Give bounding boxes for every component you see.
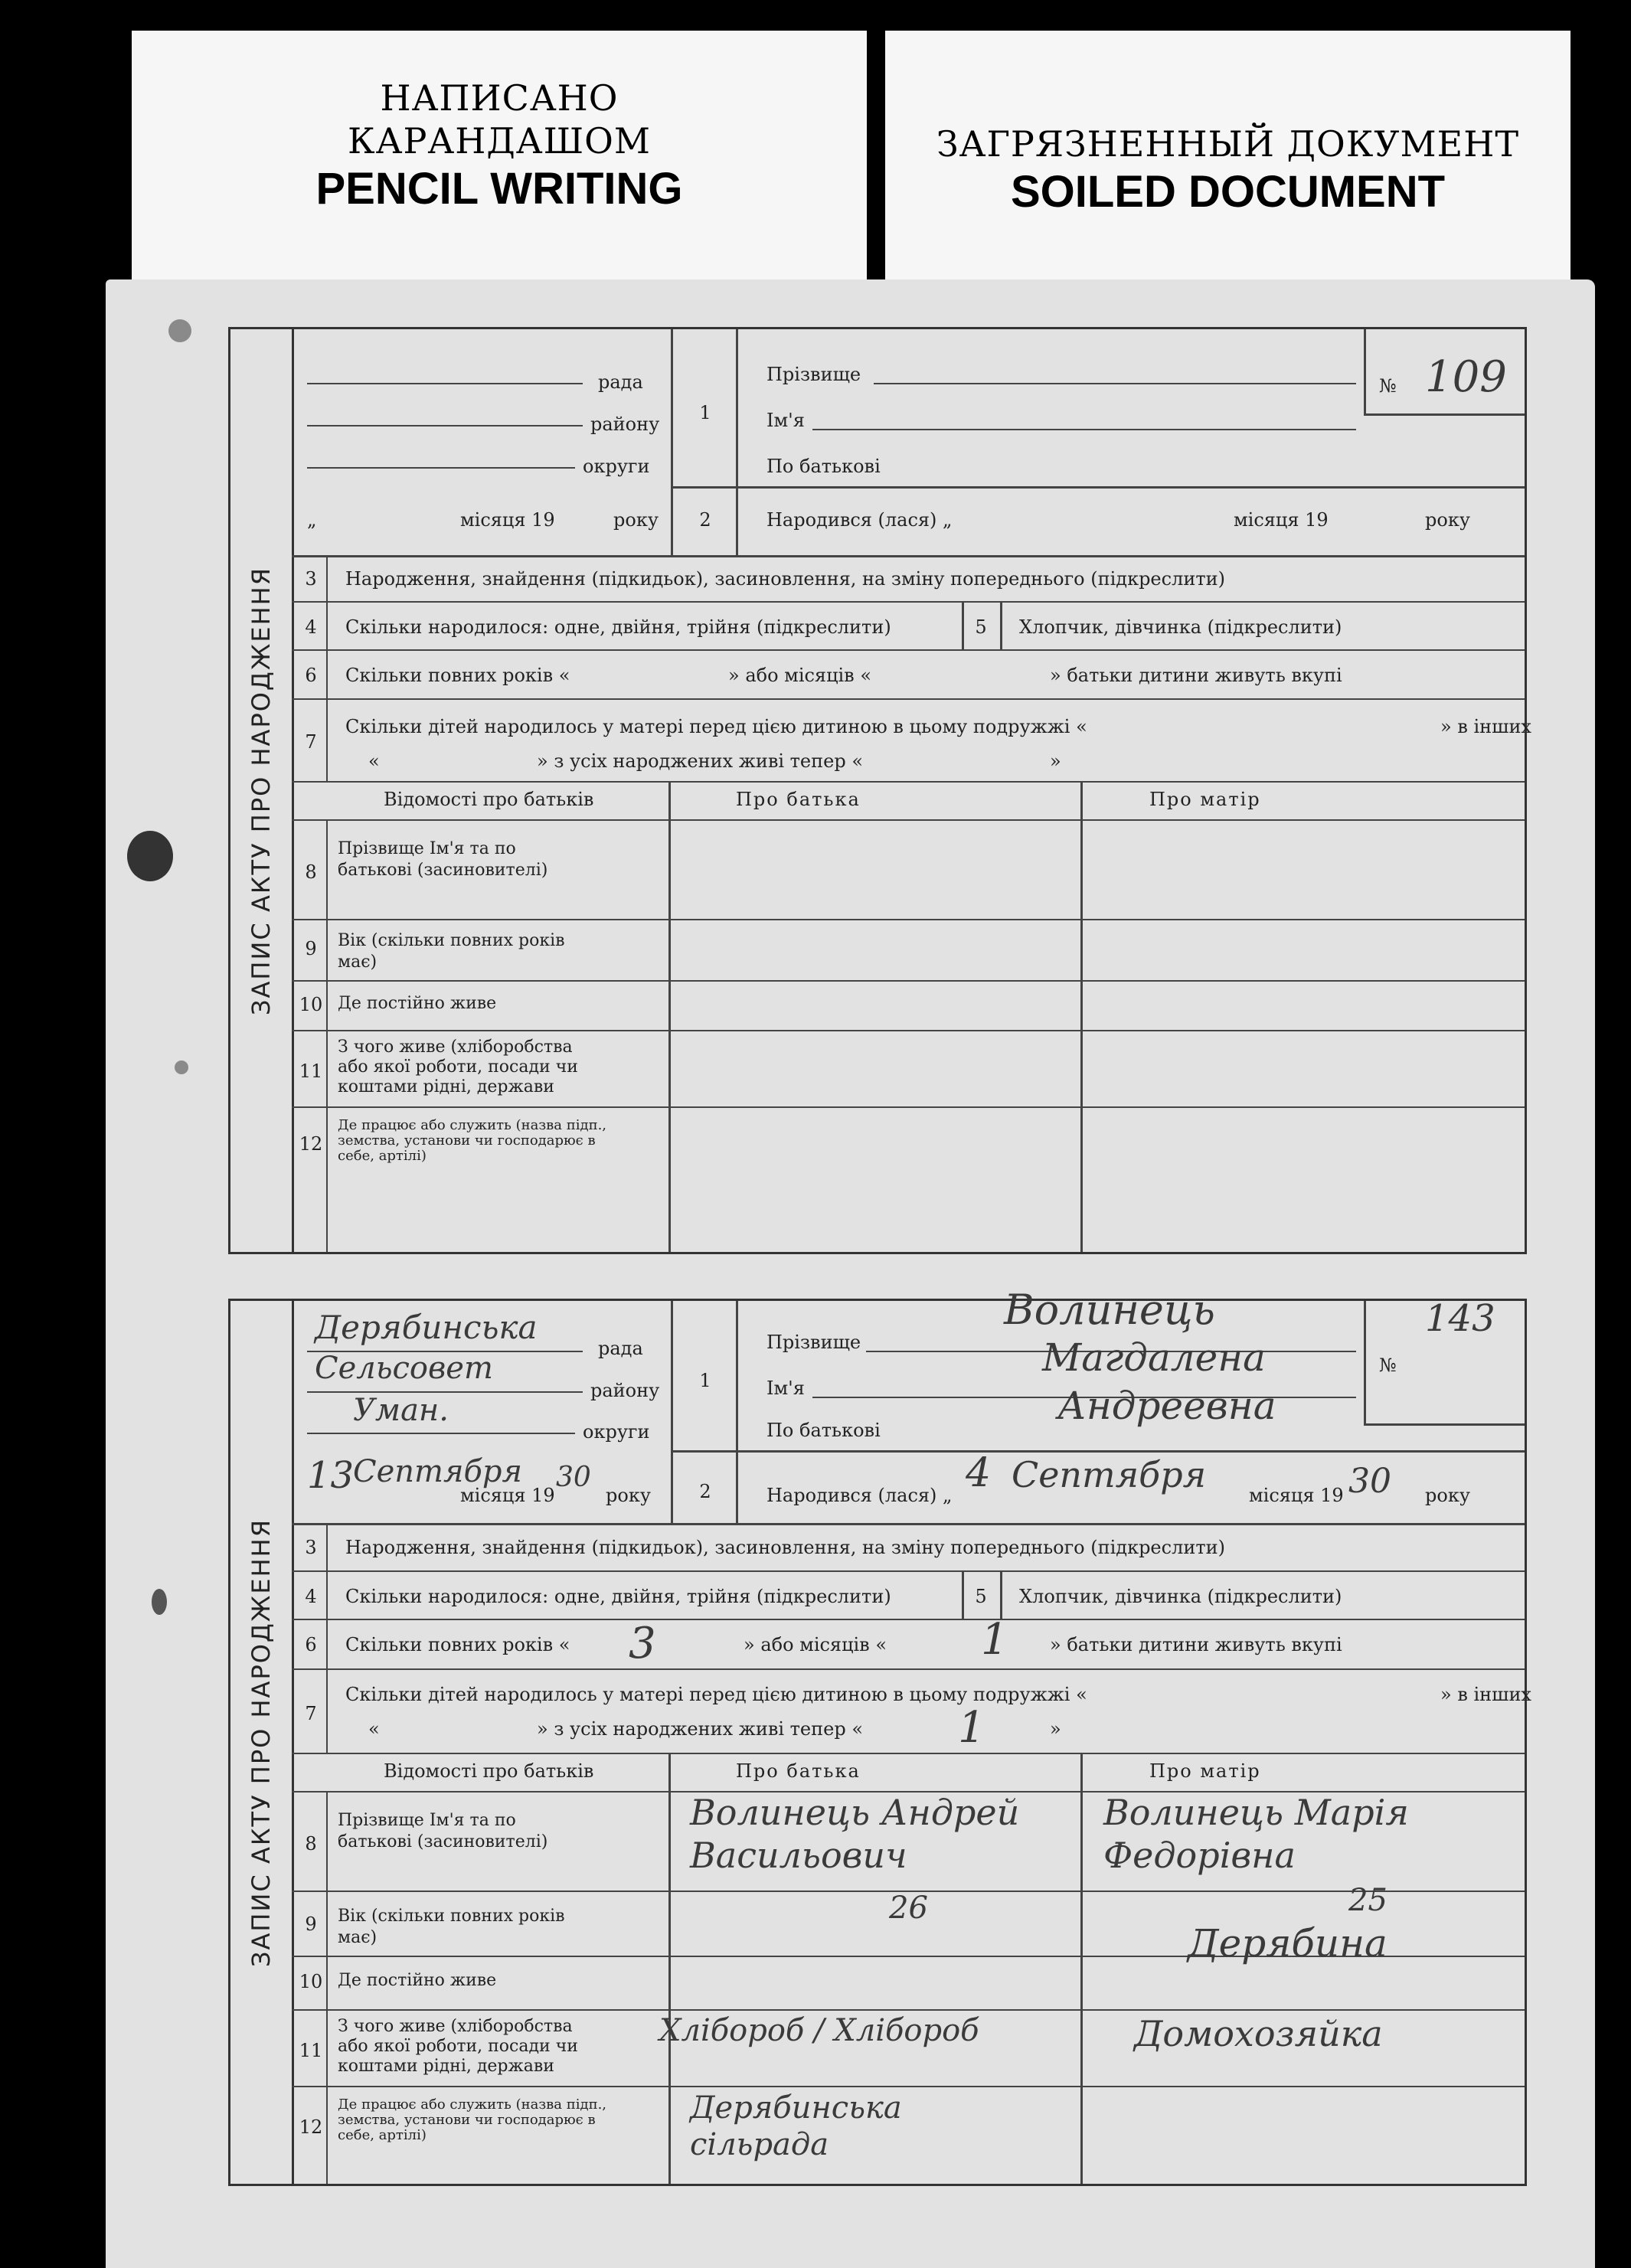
- punch-hole: [152, 1589, 167, 1615]
- record-number: 143: [1425, 1297, 1495, 1340]
- pencil-label-ru-2: КАРАНДАШОМ: [348, 120, 651, 162]
- pencil-label-ru-1: НАПИСАНО: [380, 77, 619, 119]
- row-7-number: 7: [305, 731, 317, 753]
- father-header: Про батька: [736, 789, 861, 810]
- row-10-number: 10: [299, 994, 323, 1015]
- row-5-text: Хлопчик, дівчинка (підкреслити): [1019, 616, 1342, 638]
- row-6-number: 6: [305, 665, 317, 686]
- father-occupation: Хлібороб / Хлібороб: [659, 2013, 979, 2048]
- born-month-label: місяця 19: [1249, 1485, 1344, 1506]
- row-10-text: Де постійно живе: [338, 994, 497, 1013]
- workplace: Дерябинська сільрада: [690, 2090, 902, 2162]
- row-5-number: 5: [975, 1586, 987, 1607]
- patronymic-label: По батькові: [766, 456, 881, 477]
- soiled-document-card: [885, 31, 1571, 283]
- row-6-a: Скільки повних років «: [345, 665, 570, 686]
- born-month-handwritten: Септября: [1012, 1454, 1207, 1495]
- row-7-d: » з усіх народжених живі тепер «: [537, 1718, 864, 1740]
- side-title: ЗАПИС АКТУ ПРО НАРОДЖЕННЯ: [247, 566, 276, 1015]
- row-7-number: 7: [305, 1703, 317, 1724]
- mother-header: Про матір: [1149, 1760, 1261, 1782]
- soiled-label-en: SOILED DOCUMENT: [1010, 167, 1446, 217]
- parents-header: Відомості про батьків: [384, 789, 594, 810]
- row-6-c: » батьки дитини живуть вкупі: [1050, 1634, 1342, 1655]
- row-9-text: Вік (скільки повних років має): [338, 931, 565, 972]
- father-header: Про батька: [736, 1760, 861, 1782]
- row-6-a: Скільки повних років «: [345, 1634, 570, 1655]
- born-year: 30: [1348, 1462, 1391, 1501]
- row-3-number: 3: [305, 1537, 317, 1558]
- row-12-number: 12: [299, 2116, 323, 2138]
- row-4-text: Скільки народилося: одне, двійня, трійня (підкреслити): [345, 1586, 891, 1607]
- okrug-handwritten: Уман.: [353, 1393, 449, 1428]
- row-9-text: Вік (скільки повних років має): [338, 1907, 565, 1947]
- row-6-b: » або місяців «: [744, 1634, 887, 1655]
- rada-handwritten: Дерябинська: [315, 1309, 538, 1346]
- mother-age: 25: [1348, 1883, 1387, 1918]
- pencil-writing-card: [132, 31, 867, 283]
- years-together: 3: [629, 1619, 656, 1668]
- mother-name: Волинець Марія Федорівна: [1103, 1792, 1409, 1876]
- patronymic-label: По батькові: [766, 1420, 881, 1441]
- row-1-number: 1: [699, 1370, 711, 1391]
- row-12-text: Де працює або служить (назва підп., земства, установи чи господарює в себе, артілі): [338, 1117, 607, 1164]
- row-7-a: Скільки дітей народилось у матері перед цією дитиною в цьому подружжі «: [345, 1684, 1087, 1705]
- side-title-band: [230, 329, 294, 1252]
- row-7-b: » в інших: [1440, 716, 1531, 737]
- row-6-number: 6: [305, 1634, 317, 1655]
- row-7-b: » в інших: [1440, 1684, 1531, 1705]
- row-3-text: Народження, знайдення (підкидьок), засиновлення, на зміну попереднього (підкреслити): [345, 1537, 1225, 1558]
- row-6-b: » або місяців «: [728, 665, 872, 686]
- father-age: 26: [889, 1891, 928, 1926]
- father-name: Волинець Андрей Васильович: [690, 1792, 1020, 1876]
- record-number-label: №: [1379, 1355, 1397, 1376]
- reg-month: Септября: [353, 1454, 522, 1489]
- parents-header: Відомості про батьків: [384, 1760, 594, 1782]
- row-7-e: »: [1050, 1718, 1061, 1740]
- months-together: 1: [981, 1615, 1008, 1665]
- row-11-text: З чого живе (хліборобства або якої роботи, посади чи коштами рідні, держави: [338, 2017, 578, 2076]
- row-2-number: 2: [699, 509, 711, 531]
- birth-record-form-top: [228, 327, 1531, 1254]
- raion-label: району: [590, 1380, 660, 1401]
- reg-year: 30: [556, 1462, 591, 1493]
- row-7-e: »: [1050, 750, 1061, 772]
- record-number: 109: [1425, 352, 1507, 402]
- surname-handwritten: Волинець: [1004, 1286, 1215, 1334]
- record-number-label: №: [1379, 375, 1397, 397]
- pencil-label-en: PENCIL WRITING: [315, 164, 683, 214]
- raion-label: району: [590, 413, 660, 435]
- row-5-text: Хлопчик, дівчинка (підкреслити): [1019, 1586, 1342, 1607]
- born-year-label: року: [1425, 509, 1470, 531]
- row-5-number: 5: [975, 616, 987, 638]
- soiled-label-ru: ЗАГРЯЗНЕННЫЙ ДОКУМЕНТ: [936, 123, 1520, 165]
- born-label: Народився (лася) „: [766, 1485, 953, 1506]
- row-8-text: Прізвище Ім'я та по батькові (засиновителі): [338, 1811, 548, 1851]
- reg-date-prefix: „: [307, 509, 317, 531]
- document-sheet: [106, 279, 1595, 2268]
- mother-header: Про матір: [1149, 789, 1261, 810]
- name-label: Ім'я: [766, 410, 805, 431]
- birth-record-form-bottom: [228, 1286, 1531, 2186]
- raion-handwritten: Сельсовет: [315, 1351, 493, 1386]
- reg-date-year: року: [613, 509, 659, 531]
- born-day: 4: [966, 1450, 992, 1496]
- row-6-c: » батьки дитини живуть вкупі: [1050, 665, 1342, 686]
- row-8-number: 8: [305, 1833, 317, 1855]
- row-10-number: 10: [299, 1971, 323, 1992]
- side-title-band: [230, 1301, 294, 2184]
- row-12-text: Де працює або служить (назва підп., земства, установи чи господарює в себе, артілі): [338, 2096, 607, 2143]
- mother-occupation: Домохозяйка: [1134, 2013, 1383, 2054]
- row-8-text: Прізвище Ім'я та по батькові (засиновителі): [338, 839, 548, 880]
- row-9-number: 9: [305, 1913, 317, 1935]
- reg-date-month: місяця 19: [460, 1485, 555, 1506]
- row-12-number: 12: [299, 1133, 323, 1155]
- row-4-text: Скільки народилося: одне, двійня, трійня (підкреслити): [345, 616, 891, 638]
- patronymic-handwritten: Андреевна: [1057, 1384, 1276, 1428]
- row-11-number: 11: [299, 2040, 323, 2061]
- row-8-number: 8: [305, 861, 317, 883]
- surname-label: Прізвище: [766, 364, 861, 385]
- surname-label: Прізвище: [766, 1332, 861, 1353]
- punch-hole: [168, 319, 191, 342]
- punch-hole: [127, 831, 173, 881]
- reg-date-year: року: [606, 1485, 651, 1506]
- name-label: Ім'я: [766, 1377, 805, 1399]
- okrug-label: округи: [583, 456, 650, 477]
- name-handwritten: Магдалена: [1042, 1335, 1266, 1380]
- row-7-a: Скільки дітей народилось у матері перед цією дитиною в цьому подружжі «: [345, 716, 1087, 737]
- row-11-text: З чого живе (хліборобства або якої роботи, посади чи коштами рідні, держави: [338, 1038, 578, 1096]
- row-9-number: 9: [305, 938, 317, 959]
- row-10-text: Де постійно живе: [338, 1971, 497, 1990]
- rada-label: рада: [598, 371, 643, 393]
- rada-label: рада: [598, 1338, 643, 1359]
- alive-now: 1: [958, 1703, 985, 1753]
- row-7-d: » з усіх народжених живі тепер «: [537, 750, 864, 772]
- row-1-number: 1: [699, 402, 711, 423]
- residence: Дерябина: [1188, 1921, 1387, 1966]
- punch-hole: [175, 1060, 188, 1074]
- born-label: Народився (лася) „: [766, 509, 953, 531]
- row-7-c: «: [368, 750, 380, 772]
- born-year-label: року: [1425, 1485, 1470, 1506]
- okrug-label: округи: [583, 1421, 650, 1443]
- reg-date-month: місяця 19: [460, 509, 555, 531]
- row-4-number: 4: [305, 616, 317, 638]
- row-4-number: 4: [305, 1586, 317, 1607]
- row-3-text: Народження, знайдення (підкидьок), засиновлення, на зміну попереднього (підкреслити): [345, 568, 1225, 590]
- row-7-c: «: [368, 1718, 380, 1740]
- born-month-label: місяця 19: [1234, 509, 1329, 531]
- row-2-number: 2: [699, 1481, 711, 1502]
- side-title: ЗАПИС АКТУ ПРО НАРОДЖЕННЯ: [247, 1518, 276, 1967]
- reg-day: 13: [307, 1454, 355, 1497]
- row-11-number: 11: [299, 1060, 323, 1082]
- row-3-number: 3: [305, 568, 317, 590]
